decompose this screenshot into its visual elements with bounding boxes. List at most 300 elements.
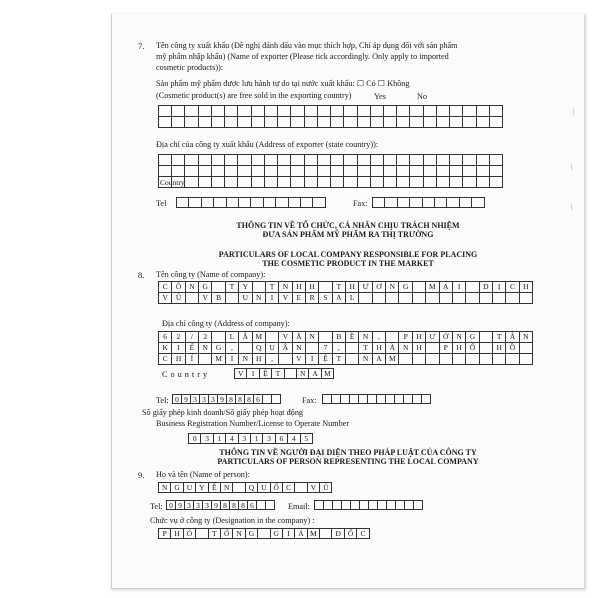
grid-cell[interactable] bbox=[291, 177, 304, 188]
grid-cell[interactable]: L bbox=[226, 332, 239, 343]
grid-cell[interactable]: N bbox=[359, 332, 372, 343]
grid-cell[interactable]: T bbox=[226, 282, 239, 293]
grid-cell[interactable] bbox=[159, 117, 172, 128]
grid-cell[interactable] bbox=[291, 117, 304, 128]
grid-cell[interactable]: Í bbox=[186, 354, 199, 365]
grid-cell[interactable]: C bbox=[506, 282, 519, 293]
grid-cell[interactable]: T bbox=[493, 332, 506, 343]
grid-cell[interactable]: G bbox=[399, 282, 412, 293]
person-name-grid[interactable] bbox=[158, 482, 331, 493]
grid-cell[interactable]: U bbox=[183, 482, 196, 493]
grid-cell[interactable] bbox=[463, 117, 476, 128]
grid-cell[interactable] bbox=[424, 177, 437, 188]
person-tel-grid[interactable] bbox=[166, 500, 274, 510]
grid-cell[interactable] bbox=[450, 166, 463, 177]
grid-cell[interactable]: N bbox=[232, 528, 245, 539]
grid-cell[interactable] bbox=[434, 197, 447, 208]
grid-cell[interactable]: P bbox=[399, 332, 412, 343]
grid-cell[interactable] bbox=[305, 177, 318, 188]
grid-cell[interactable] bbox=[344, 117, 357, 128]
grid-cell[interactable]: 6 bbox=[159, 332, 172, 343]
grid-cell[interactable] bbox=[480, 343, 493, 354]
grid-cell[interactable]: Ệ bbox=[319, 354, 332, 365]
grid-cell[interactable] bbox=[493, 354, 506, 365]
grid-cell[interactable]: Q bbox=[245, 482, 258, 493]
grid-cell[interactable]: U bbox=[257, 482, 270, 493]
grid-cell[interactable] bbox=[257, 528, 270, 539]
grid-cell[interactable] bbox=[318, 166, 331, 177]
grid-cell[interactable] bbox=[291, 106, 304, 117]
grid-cell[interactable] bbox=[463, 106, 476, 117]
grid-cell[interactable] bbox=[225, 106, 238, 117]
grid-cell[interactable] bbox=[225, 166, 238, 177]
grid-cell[interactable] bbox=[238, 166, 251, 177]
grid-cell[interactable] bbox=[384, 155, 397, 166]
grid-cell[interactable]: N bbox=[386, 282, 399, 293]
grid-cell[interactable]: N bbox=[253, 293, 266, 304]
grid-cell[interactable] bbox=[386, 293, 399, 304]
grid-cell[interactable]: 6 bbox=[275, 433, 288, 444]
grid-cell[interactable]: H bbox=[413, 332, 426, 343]
grid-cell[interactable] bbox=[359, 293, 372, 304]
grid-cell[interactable]: , bbox=[226, 343, 239, 354]
grid-cell[interactable] bbox=[466, 282, 479, 293]
grid-cell[interactable] bbox=[373, 293, 386, 304]
grid-cell[interactable]: , bbox=[333, 343, 346, 354]
grid-cell[interactable] bbox=[440, 293, 453, 304]
grid-cell[interactable]: Ơ bbox=[373, 282, 386, 293]
grid-cell[interactable] bbox=[384, 177, 397, 188]
grid-cell[interactable] bbox=[252, 166, 265, 177]
grid-cell[interactable] bbox=[344, 155, 357, 166]
grid-cell[interactable] bbox=[358, 155, 371, 166]
grid-cell[interactable]: N bbox=[293, 343, 306, 354]
grid-cell[interactable]: 2 bbox=[199, 332, 212, 343]
grid-cell[interactable] bbox=[440, 354, 453, 365]
grid-cell[interactable]: Ũ bbox=[172, 293, 185, 304]
grid-cell[interactable]: M bbox=[307, 528, 320, 539]
grid-cell[interactable]: G bbox=[270, 528, 283, 539]
grid-cell[interactable] bbox=[212, 332, 225, 343]
grid-cell[interactable]: V bbox=[159, 293, 172, 304]
grid-cell[interactable]: 5 bbox=[300, 433, 313, 444]
grid-cell[interactable] bbox=[413, 282, 426, 293]
business-reg-grid[interactable] bbox=[188, 433, 312, 444]
grid-cell[interactable]: 8 bbox=[226, 394, 236, 404]
grid-cell[interactable] bbox=[238, 117, 251, 128]
grid-cell[interactable] bbox=[453, 354, 466, 365]
grid-cell[interactable] bbox=[225, 155, 238, 166]
grid-cell[interactable] bbox=[238, 177, 251, 188]
grid-cell[interactable] bbox=[331, 106, 344, 117]
grid-cell[interactable]: 0 bbox=[166, 500, 176, 510]
grid-cell[interactable] bbox=[212, 166, 225, 177]
grid-cell[interactable] bbox=[271, 394, 281, 404]
grid-cell[interactable]: Ờ bbox=[440, 332, 453, 343]
grid-cell[interactable]: Đ bbox=[331, 528, 344, 539]
grid-cell[interactable] bbox=[446, 197, 459, 208]
grid-cell[interactable] bbox=[185, 106, 198, 117]
grid-cell[interactable] bbox=[386, 332, 399, 343]
grid-cell[interactable] bbox=[186, 293, 199, 304]
grid-cell[interactable] bbox=[344, 177, 357, 188]
grid-cell[interactable]: G bbox=[199, 282, 212, 293]
grid-cell[interactable]: 3 bbox=[200, 433, 213, 444]
grid-cell[interactable]: C bbox=[159, 282, 172, 293]
grid-cell[interactable] bbox=[477, 166, 490, 177]
exporter-name-grid[interactable] bbox=[158, 105, 503, 128]
grid-cell[interactable] bbox=[250, 197, 263, 208]
grid-cell[interactable]: , bbox=[373, 332, 386, 343]
grid-cell[interactable] bbox=[437, 155, 450, 166]
grid-cell[interactable] bbox=[305, 166, 318, 177]
designation-grid[interactable] bbox=[158, 528, 369, 539]
grid-cell[interactable] bbox=[159, 166, 172, 177]
grid-cell[interactable] bbox=[410, 117, 423, 128]
grid-cell[interactable] bbox=[450, 155, 463, 166]
grid-cell[interactable]: H bbox=[520, 282, 532, 293]
grid-cell[interactable] bbox=[490, 155, 502, 166]
grid-cell[interactable] bbox=[520, 293, 532, 304]
grid-cell[interactable] bbox=[480, 354, 493, 365]
grid-cell[interactable] bbox=[453, 293, 466, 304]
grid-cell[interactable]: Ậ bbox=[279, 343, 292, 354]
grid-cell[interactable]: G bbox=[245, 528, 258, 539]
grid-cell[interactable] bbox=[371, 166, 384, 177]
grid-cell[interactable] bbox=[252, 106, 265, 117]
grid-cell[interactable]: N bbox=[306, 332, 319, 343]
grid-cell[interactable] bbox=[480, 293, 493, 304]
grid-cell[interactable] bbox=[319, 332, 332, 343]
grid-cell[interactable]: T bbox=[333, 282, 346, 293]
grid-cell[interactable] bbox=[212, 282, 225, 293]
grid-cell[interactable]: T bbox=[208, 528, 221, 539]
grid-cell[interactable]: N bbox=[399, 343, 412, 354]
grid-cell[interactable] bbox=[346, 354, 359, 365]
grid-cell[interactable] bbox=[312, 197, 325, 208]
grid-cell[interactable] bbox=[506, 293, 519, 304]
grid-cell[interactable] bbox=[278, 106, 291, 117]
grid-cell[interactable]: Â bbox=[239, 332, 252, 343]
grid-cell[interactable] bbox=[238, 197, 251, 208]
grid-cell[interactable] bbox=[159, 155, 172, 166]
grid-cell[interactable] bbox=[477, 117, 490, 128]
grid-cell[interactable]: U bbox=[239, 293, 252, 304]
grid-cell[interactable]: Y bbox=[195, 482, 208, 493]
grid-cell[interactable] bbox=[212, 155, 225, 166]
grid-cell[interactable]: 8 bbox=[229, 500, 239, 510]
grid-cell[interactable] bbox=[466, 293, 479, 304]
grid-cell[interactable] bbox=[159, 106, 172, 117]
grid-cell[interactable]: P bbox=[440, 343, 453, 354]
grid-cell[interactable] bbox=[278, 166, 291, 177]
grid-cell[interactable] bbox=[265, 155, 278, 166]
grid-cell[interactable] bbox=[450, 106, 463, 117]
grid-cell[interactable]: D bbox=[480, 282, 493, 293]
grid-cell[interactable] bbox=[358, 166, 371, 177]
grid-cell[interactable]: Ố bbox=[344, 528, 357, 539]
grid-cell[interactable]: T bbox=[359, 343, 372, 354]
grid-cell[interactable]: N bbox=[279, 282, 292, 293]
grid-cell[interactable]: I bbox=[282, 528, 295, 539]
grid-cell[interactable]: 0 bbox=[188, 433, 201, 444]
grid-cell[interactable]: / bbox=[186, 332, 199, 343]
grid-cell[interactable] bbox=[176, 197, 189, 208]
grid-cell[interactable] bbox=[426, 293, 439, 304]
grid-cell[interactable]: Ề bbox=[346, 332, 359, 343]
grid-cell[interactable] bbox=[201, 197, 214, 208]
grid-cell[interactable]: Ễ bbox=[208, 482, 221, 493]
grid-cell[interactable] bbox=[265, 177, 278, 188]
grid-cell[interactable]: G bbox=[466, 332, 479, 343]
grid-cell[interactable]: 3 bbox=[199, 394, 209, 404]
grid-cell[interactable] bbox=[331, 177, 344, 188]
grid-cell[interactable] bbox=[477, 155, 490, 166]
grid-cell[interactable] bbox=[265, 106, 278, 117]
grid-cell[interactable] bbox=[409, 197, 422, 208]
grid-cell[interactable] bbox=[437, 106, 450, 117]
grid-cell[interactable] bbox=[278, 117, 291, 128]
grid-cell[interactable] bbox=[172, 155, 185, 166]
grid-cell[interactable]: G bbox=[212, 343, 225, 354]
grid-cell[interactable] bbox=[371, 117, 384, 128]
grid-cell[interactable] bbox=[225, 117, 238, 128]
grid-cell[interactable] bbox=[331, 155, 344, 166]
grid-cell[interactable]: H bbox=[293, 282, 306, 293]
grid-cell[interactable]: T bbox=[266, 282, 279, 293]
grid-cell[interactable] bbox=[384, 106, 397, 117]
company-tel-grid[interactable] bbox=[172, 394, 280, 404]
grid-cell[interactable] bbox=[450, 177, 463, 188]
grid-cell[interactable] bbox=[424, 106, 437, 117]
grid-cell[interactable]: H bbox=[373, 343, 386, 354]
grid-cell[interactable] bbox=[252, 177, 265, 188]
grid-cell[interactable]: 8 bbox=[220, 500, 230, 510]
grid-cell[interactable] bbox=[490, 117, 502, 128]
grid-cell[interactable] bbox=[278, 177, 291, 188]
grid-cell[interactable] bbox=[306, 343, 319, 354]
grid-cell[interactable] bbox=[199, 354, 212, 365]
grid-cell[interactable] bbox=[212, 106, 225, 117]
grid-cell[interactable]: Ư bbox=[359, 282, 372, 293]
grid-cell[interactable]: N bbox=[158, 482, 171, 493]
grid-cell[interactable]: N bbox=[453, 332, 466, 343]
grid-cell[interactable]: P bbox=[158, 528, 171, 539]
grid-cell[interactable]: M bbox=[321, 368, 334, 379]
grid-cell[interactable]: H bbox=[413, 343, 426, 354]
grid-cell[interactable] bbox=[466, 354, 479, 365]
grid-cell[interactable]: Ổ bbox=[220, 528, 233, 539]
grid-cell[interactable] bbox=[372, 197, 385, 208]
grid-cell[interactable] bbox=[520, 354, 532, 365]
grid-cell[interactable] bbox=[506, 354, 519, 365]
grid-cell[interactable]: , bbox=[266, 354, 279, 365]
grid-cell[interactable] bbox=[426, 343, 439, 354]
grid-cell[interactable] bbox=[212, 117, 225, 128]
grid-cell[interactable] bbox=[463, 177, 476, 188]
grid-cell[interactable] bbox=[318, 117, 331, 128]
grid-cell[interactable] bbox=[199, 155, 212, 166]
grid-cell[interactable] bbox=[413, 500, 423, 510]
grid-cell[interactable] bbox=[291, 166, 304, 177]
grid-cell[interactable] bbox=[319, 282, 332, 293]
grid-cell[interactable] bbox=[199, 166, 212, 177]
grid-cell[interactable] bbox=[238, 155, 251, 166]
grid-cell[interactable]: 8 bbox=[235, 394, 245, 404]
grid-cell[interactable] bbox=[397, 197, 410, 208]
grid-cell[interactable]: M bbox=[253, 332, 266, 343]
grid-cell[interactable]: 6 bbox=[247, 500, 257, 510]
grid-cell[interactable]: 2 bbox=[172, 332, 185, 343]
grid-cell[interactable]: H bbox=[493, 343, 506, 354]
grid-cell[interactable] bbox=[410, 155, 423, 166]
grid-cell[interactable]: 4 bbox=[225, 433, 238, 444]
grid-cell[interactable] bbox=[275, 197, 288, 208]
grid-cell[interactable] bbox=[410, 106, 423, 117]
grid-cell[interactable]: H bbox=[453, 343, 466, 354]
grid-cell[interactable]: I bbox=[172, 343, 185, 354]
grid-cell[interactable] bbox=[265, 166, 278, 177]
exporter-tel-grid[interactable] bbox=[176, 197, 325, 208]
grid-cell[interactable] bbox=[480, 332, 493, 343]
grid-cell[interactable] bbox=[212, 177, 225, 188]
grid-cell[interactable] bbox=[319, 528, 332, 539]
grid-cell[interactable] bbox=[238, 106, 251, 117]
grid-cell[interactable]: N bbox=[239, 354, 252, 365]
grid-cell[interactable] bbox=[265, 117, 278, 128]
company-country-grid[interactable] bbox=[234, 368, 333, 379]
grid-cell[interactable]: 9 bbox=[181, 394, 191, 404]
grid-cell[interactable]: A bbox=[308, 368, 321, 379]
grid-cell[interactable] bbox=[284, 368, 297, 379]
grid-cell[interactable] bbox=[437, 177, 450, 188]
grid-cell[interactable]: S bbox=[319, 293, 332, 304]
grid-cell[interactable] bbox=[305, 155, 318, 166]
grid-cell[interactable]: E bbox=[293, 293, 306, 304]
grid-cell[interactable] bbox=[188, 197, 201, 208]
grid-cell[interactable] bbox=[371, 106, 384, 117]
grid-cell[interactable] bbox=[266, 332, 279, 343]
grid-cell[interactable]: I bbox=[453, 282, 466, 293]
grid-cell[interactable]: Q bbox=[253, 343, 266, 354]
grid-cell[interactable] bbox=[413, 354, 426, 365]
grid-cell[interactable] bbox=[424, 166, 437, 177]
grid-cell[interactable]: Ố bbox=[466, 343, 479, 354]
grid-cell[interactable] bbox=[291, 155, 304, 166]
grid-cell[interactable]: A bbox=[373, 354, 386, 365]
grid-cell[interactable] bbox=[344, 106, 357, 117]
grid-cell[interactable]: C bbox=[356, 528, 369, 539]
grid-cell[interactable]: V bbox=[279, 293, 292, 304]
grid-cell[interactable] bbox=[213, 197, 226, 208]
grid-cell[interactable] bbox=[225, 177, 238, 188]
grid-cell[interactable] bbox=[172, 117, 185, 128]
grid-cell[interactable]: K bbox=[159, 343, 172, 354]
grid-cell[interactable] bbox=[397, 155, 410, 166]
grid-cell[interactable]: R bbox=[306, 293, 319, 304]
grid-cell[interactable]: T bbox=[271, 368, 284, 379]
grid-cell[interactable]: M bbox=[212, 354, 225, 365]
grid-cell[interactable]: U bbox=[266, 343, 279, 354]
grid-cell[interactable] bbox=[493, 293, 506, 304]
grid-cell[interactable]: V bbox=[234, 368, 247, 379]
grid-cell[interactable]: G bbox=[170, 482, 183, 493]
grid-cell[interactable] bbox=[305, 106, 318, 117]
grid-cell[interactable] bbox=[358, 177, 371, 188]
grid-cell[interactable] bbox=[294, 482, 307, 493]
grid-cell[interactable] bbox=[463, 166, 476, 177]
grid-cell[interactable]: C bbox=[159, 354, 172, 365]
person-email-grid[interactable] bbox=[314, 500, 422, 510]
grid-cell[interactable]: À bbox=[386, 343, 399, 354]
grid-cell[interactable] bbox=[490, 106, 502, 117]
grid-cell[interactable] bbox=[397, 117, 410, 128]
grid-cell[interactable] bbox=[426, 354, 439, 365]
grid-cell[interactable] bbox=[279, 354, 292, 365]
grid-cell[interactable]: Â bbox=[506, 332, 519, 343]
grid-cell[interactable]: 3 bbox=[193, 500, 203, 510]
grid-cell[interactable] bbox=[253, 282, 266, 293]
grid-cell[interactable] bbox=[318, 155, 331, 166]
grid-cell[interactable] bbox=[437, 166, 450, 177]
grid-cell[interactable]: Ố bbox=[270, 482, 283, 493]
grid-cell[interactable] bbox=[300, 197, 313, 208]
grid-cell[interactable] bbox=[331, 117, 344, 128]
grid-cell[interactable] bbox=[477, 106, 490, 117]
grid-cell[interactable]: Ũ bbox=[319, 482, 332, 493]
grid-cell[interactable] bbox=[422, 197, 435, 208]
grid-cell[interactable] bbox=[172, 106, 185, 117]
grid-cell[interactable]: I bbox=[266, 293, 279, 304]
exporter-address-grid[interactable] bbox=[158, 154, 503, 188]
grid-cell[interactable] bbox=[384, 197, 397, 208]
grid-cell[interactable] bbox=[305, 117, 318, 128]
grid-cell[interactable] bbox=[399, 293, 412, 304]
grid-cell[interactable] bbox=[413, 293, 426, 304]
grid-cell[interactable]: V bbox=[307, 482, 320, 493]
grid-cell[interactable] bbox=[232, 482, 245, 493]
grid-cell[interactable]: Ồ bbox=[506, 343, 519, 354]
grid-cell[interactable]: 8 bbox=[244, 394, 254, 404]
grid-cell[interactable] bbox=[421, 394, 431, 404]
grid-cell[interactable]: 3 bbox=[208, 394, 218, 404]
company-address-grid[interactable] bbox=[158, 331, 533, 365]
grid-cell[interactable]: H bbox=[346, 282, 359, 293]
grid-cell[interactable] bbox=[490, 177, 502, 188]
grid-cell[interactable]: 8 bbox=[238, 500, 248, 510]
exporter-fax-grid[interactable] bbox=[372, 197, 484, 208]
grid-cell[interactable]: H bbox=[170, 528, 183, 539]
grid-cell[interactable] bbox=[384, 166, 397, 177]
grid-cell[interactable]: Ị bbox=[493, 282, 506, 293]
grid-cell[interactable] bbox=[384, 117, 397, 128]
grid-cell[interactable] bbox=[252, 117, 265, 128]
grid-cell[interactable]: 0 bbox=[172, 394, 182, 404]
grid-cell[interactable] bbox=[288, 197, 301, 208]
grid-cell[interactable] bbox=[185, 155, 198, 166]
grid-cell[interactable] bbox=[239, 343, 252, 354]
grid-cell[interactable] bbox=[399, 354, 412, 365]
grid-cell[interactable]: I bbox=[226, 354, 239, 365]
grid-cell[interactable]: V bbox=[199, 293, 212, 304]
grid-cell[interactable] bbox=[318, 106, 331, 117]
grid-cell[interactable] bbox=[346, 343, 359, 354]
grid-cell[interactable]: 3 bbox=[202, 500, 212, 510]
grid-cell[interactable] bbox=[371, 155, 384, 166]
grid-cell[interactable]: 4 bbox=[287, 433, 300, 444]
grid-cell[interactable] bbox=[172, 166, 185, 177]
grid-cell[interactable]: 1 bbox=[213, 433, 226, 444]
